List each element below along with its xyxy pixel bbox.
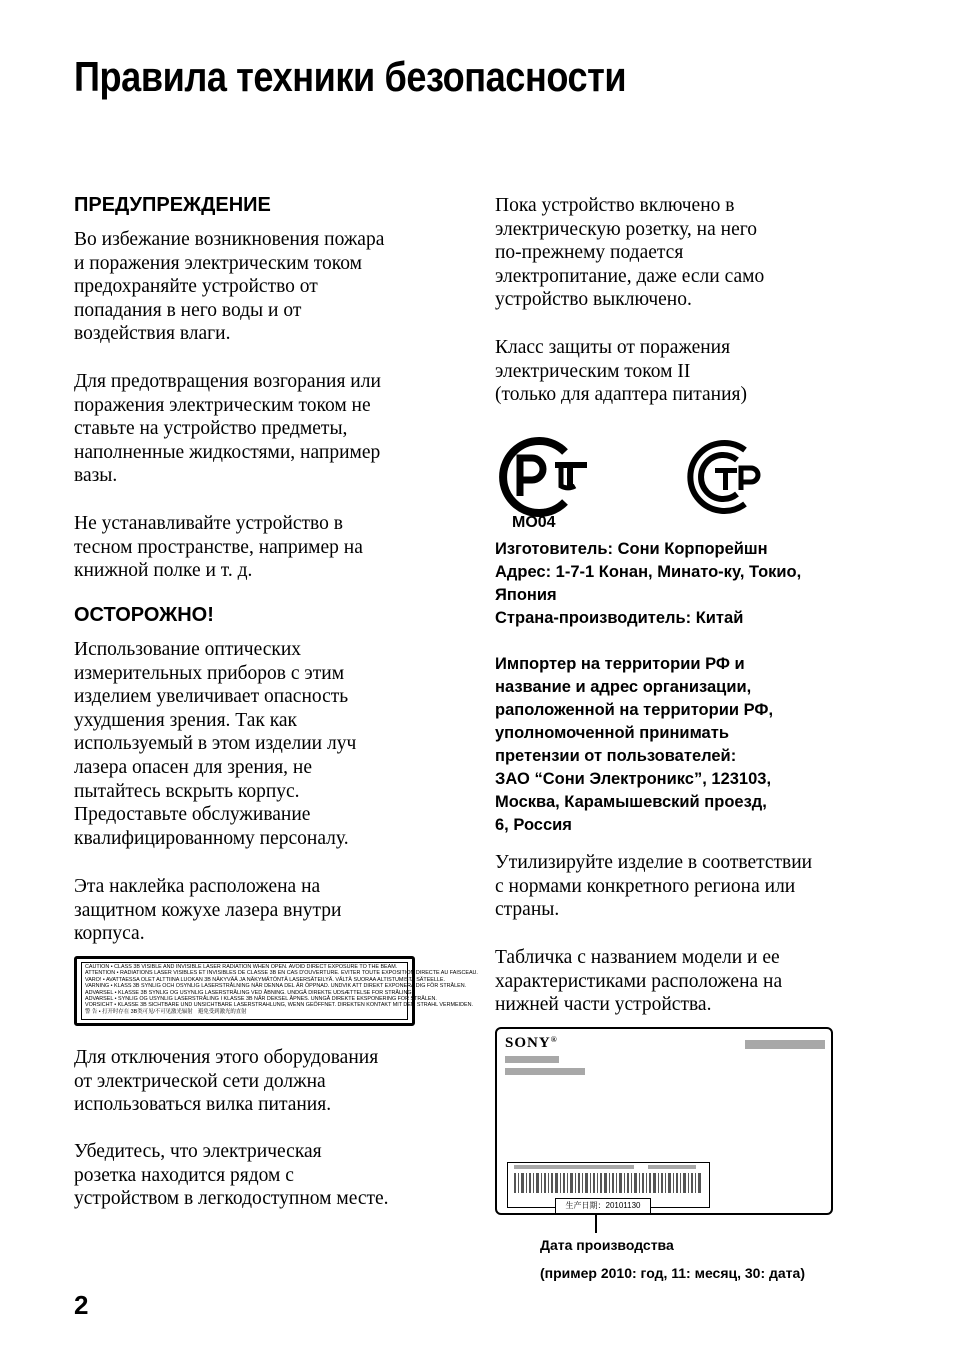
date-example-caption: (пример 2010: год, 11: месяц, 30: дата) <box>540 1265 805 1281</box>
warning-paragraph-space: Не устанавливайте устройство в тесном пространстве, например на книжной полке и т. д. <box>74 513 363 582</box>
label-location-paragraph: Эта наклейка расположена на защитном кожухе лазера внутри корпуса. <box>74 876 342 945</box>
power-connected-paragraph: Пока устройство включено в электрическую розетку, на него по-прежнему подается электропитание, даже если само устройство выключено. <box>495 195 765 311</box>
callout-line <box>595 1213 597 1233</box>
manufacturer-info: Изготовитель: Сони Корпорейшн Адрес: 1-7-1 Конан, Минато-ку, Токио, Япония Страна-производитель: Китай <box>495 540 802 627</box>
eac-tr-certification-icon <box>679 438 769 516</box>
caution-paragraph-laser: Использование оптических измерительных приборов с этим изделием увеличивает опасность ухудшения зрения. Так как используемый в этом изделии луч лазера опасен для зрения, не пытайтесь вскрыть корпус. Предоставьте обслуживание квалифицированному персоналу. <box>74 639 357 849</box>
placeholder-bar <box>648 1165 696 1169</box>
importer-info: Импортер на территории РФ и название и адрес организации, раположенной на территории РФ, уполномоченной принимать претензии от пользователей: ЗАО “Сони Электроникс”, 123103, Москва, Карамышевский проезд, 6, Россия <box>495 655 774 834</box>
certification-code: МО04 <box>512 514 556 531</box>
laser-label-line: VARO! • AVATTAESSA OLET ALTTIINA LUOKAN 3B NÄKYVÄÄ JA NÄKYMÄTÖNTÄ LASERSÄTEILYÄ. VÄLTÄ SUORAA ALTISTUMISTA SÄTEELLE. <box>85 976 445 983</box>
manufacture-date-field: 生产日期：20101130 <box>555 1198 651 1214</box>
rating-plate-paragraph: Табличка с названием модели и ее характеристиками расположена на нижней части устройства. <box>495 947 783 1016</box>
laser-label-line: VARNING • KLASS 3B SYNLIG OCH OSYNLIG LASERSTRÅLNING NÄR DENNA DEL ÄR ÖPPNAD. UNDVIK ATT DIREKT EXPONERA DIG FÖR STRÅLEN. <box>85 983 467 990</box>
protection-class-paragraph: Класс защиты от поражения электрическим током II (только для адаптера питания) <box>495 337 747 406</box>
placeholder-bar <box>505 1068 585 1075</box>
disposal-paragraph: Утилизируйте изделие в соответствии с нормами конкретного региона или страны. <box>495 852 813 921</box>
date-caption: Дата производства <box>540 1237 674 1253</box>
laser-warning-label <box>74 956 478 1026</box>
caution-heading: ОСТОРОЖНО! <box>74 604 214 626</box>
laser-label-line: ATTENTION • RADIATIONS LASER VISIBLES ET INVISIBLES DE CLASSE 3B EN CAS D'OUVERTURE. EVITER TOUTE EXPOSITION DIRECTE AU FAISCEAU. <box>85 970 478 977</box>
power-plug-paragraph: Для отключения этого оборудования от электрической сети должна использоваться вилка питания. <box>74 1047 379 1116</box>
placeholder-bar <box>745 1040 825 1049</box>
laser-label-line: ADVARSEL • KLASSE 3B SYNLIG OG USYNLIG LASERSTRÅLING VED ÅBNING. UNDGÅ DIREKTE UDSÆTTELSE FOR STRÅLING. <box>85 989 414 996</box>
warning-paragraph-liquids: Для предотвращения возгорания или поражения электрическим током не ставьте на устройство предметы, наполненные жидкостями, например вазы. <box>74 371 381 487</box>
sony-logo: SONY® <box>505 1035 558 1051</box>
laser-label-line: VORSICHT • KLASSE 3B SICHTBARE UND UNSICHTBARE LASERSTRAHLUNG, WENN GEÖFFNET. DIREKTEN KONTAKT MIT DEM STRAHL VERMEIDEN. <box>85 1002 473 1009</box>
barcode-icon <box>514 1173 704 1193</box>
rst-certification-icon <box>495 438 595 516</box>
laser-label-line: 警 告 • 打开时存在 3B类可见/不可见激光辐射 避免受到激光的直射 <box>85 1008 247 1015</box>
laser-label-line: CAUTION • CLASS 3B VISIBLE AND INVISIBLE LASER RADIATION WHEN OPEN. AVOID DIRECT EXPOSURE TO THE BEAM. <box>85 964 398 970</box>
page-number: 2 <box>74 1290 89 1320</box>
page-title: Правила техники безопасности <box>74 53 627 100</box>
warning-heading: ПРЕДУПРЕЖДЕНИЕ <box>74 194 271 216</box>
rating-plate-illustration <box>495 1027 833 1215</box>
placeholder-bar <box>514 1165 634 1169</box>
warning-paragraph-water: Во избежание возникновения пожара и поражения электрическим током предохраняйте устройство от попадания в него воды и от воздействия влаги. <box>74 229 385 345</box>
outlet-paragraph: Убедитесь, что электрическая розетка находится рядом с устройством в легкодоступном месте. <box>74 1141 389 1210</box>
laser-label-line: ADVARSEL • SYNLIG OG USYNLIG LASERSTRÅLING I KLASSE 3B NÅR DEKSEL ÅPNES. UNNGÅ DIREKTE EKSPONERING FOR STRÅLEN. <box>85 996 437 1003</box>
placeholder-bar <box>505 1056 559 1063</box>
